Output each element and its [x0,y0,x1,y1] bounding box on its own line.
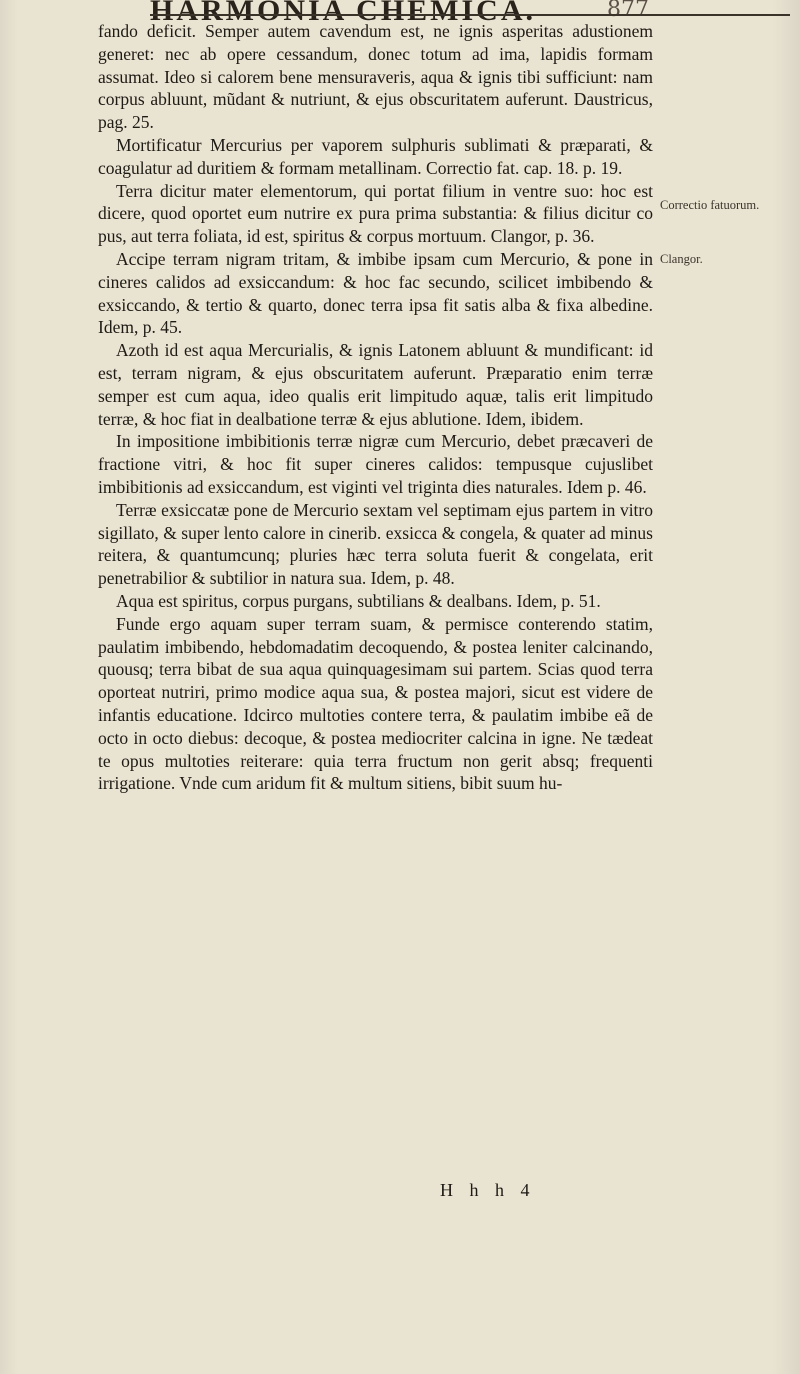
page-number: 877 [607,0,649,22]
margin-note-correctio: Correctio fatuorum. [660,198,760,212]
header-rule [150,14,790,16]
paragraph: Azoth id est aqua Mercurialis, & ignis Latonem abluunt & mundificant: id est, terram nigram, & ejus obscuritatem auferunt. Præparatio enim terræ semper est cum aqua, ideo qualis erit limpitudo aquæ, talis erit limpitudo terræ, & hoc fiat in dealbatione terræ & ejus ablutione. Idem, ibidem. [98,340,653,429]
paragraph: In impositione imbibitionis terræ nigræ cum Mercurio, debet præcaveri de fractione vitri, & hoc fit super cineres calidos: tempusque cujuslibet imbibitionis ad exsiccandum, est viginti vel triginta dies naturales. Idem p. 46. [98,431,653,497]
paragraph: fando deficit. Semper autem cavendum est, ne ignis asperitas adustionem generet: nec ab opere cessandum, donec totum ad ima, lapidis formam assumat. Ideo si calorem bene mensuraveris, aqua & ignis tibi sufficiunt: nam corpus abluunt, mũdant & nutriunt, & ejus obscuritatem auferunt. Daustricus, pag. 25. [98,21,653,133]
paragraph: Aqua est spiritus, corpus purgans, subtilians & dealbans. Idem, p. 51. [116,590,601,611]
main-text [98,20,653,795]
margin-note-clangor: Clangor. [660,252,703,266]
signature-mark: H h h 4 [440,1180,536,1200]
running-head: HARMONIA CHEMICA. [150,0,536,27]
paragraph: Mortificatur Mercurius per vaporem sulphuris sublimati & præparati, & coagulatur ad duritiem & formam metallinam. Correctio fat. cap. 18. p. 19. [98,134,653,178]
paragraph: Terræ exsiccatæ pone de Mercurio sextam vel septimam ejus partem in vitro sigillato, & super lento calore in cinerib. exsicca & congela, & quater ad minus reitera, & quantumcunq; pluries hæc terra soluta fuerit & congelata, erit penetrabilior & subtilior in natura sua. Idem, p. 48. [98,499,653,589]
paragraph: Terra dicitur mater elementorum, qui portat filium in ventre suo: hoc est dicere, quod oportet eum nutrire ex pura prima substantia: & filius dicitur co pus, aut terra foliata, id est, spiritus & corpus mortuum. Clangor, p. 36. [98,180,653,247]
paragraph: Accipe terram nigram tritam, & imbibe ipsam cum Mercurio, & pone in cineres calidos ad exsiccandum: & hoc fac secundo, scilicet imbibendo & exsiccando, & tertio & quarto, donec terra ipsa fit satis alba & fixa albedine. Idem, p. 45. [98,248,653,338]
gutter-shadow [0,0,18,1374]
paragraph: Funde ergo aquam super terram suam, & permisce conterendo statim, paulatim imbibendo, hebdomadatim decoquendo, & postea leniter calcinando, quousq; terra bibat de sua aqua quinquagesimam sui partem. Scias quod terra oporteat nutriri, primo modice aqua sua, & postea majori, sicut est videre de infantis educatione. Idcirco multoties contere terra, & paulatim imbibe eã de octo in octo diebus: decoque, & postea mediocriter calcina in igne. Ne tædeat te opus multoties reiterare: quia terra fructum non gerit absq; frequenti irrigatione. Vnde cum aridum fit & multum sitiens, bibit suum hu- [98,613,653,794]
